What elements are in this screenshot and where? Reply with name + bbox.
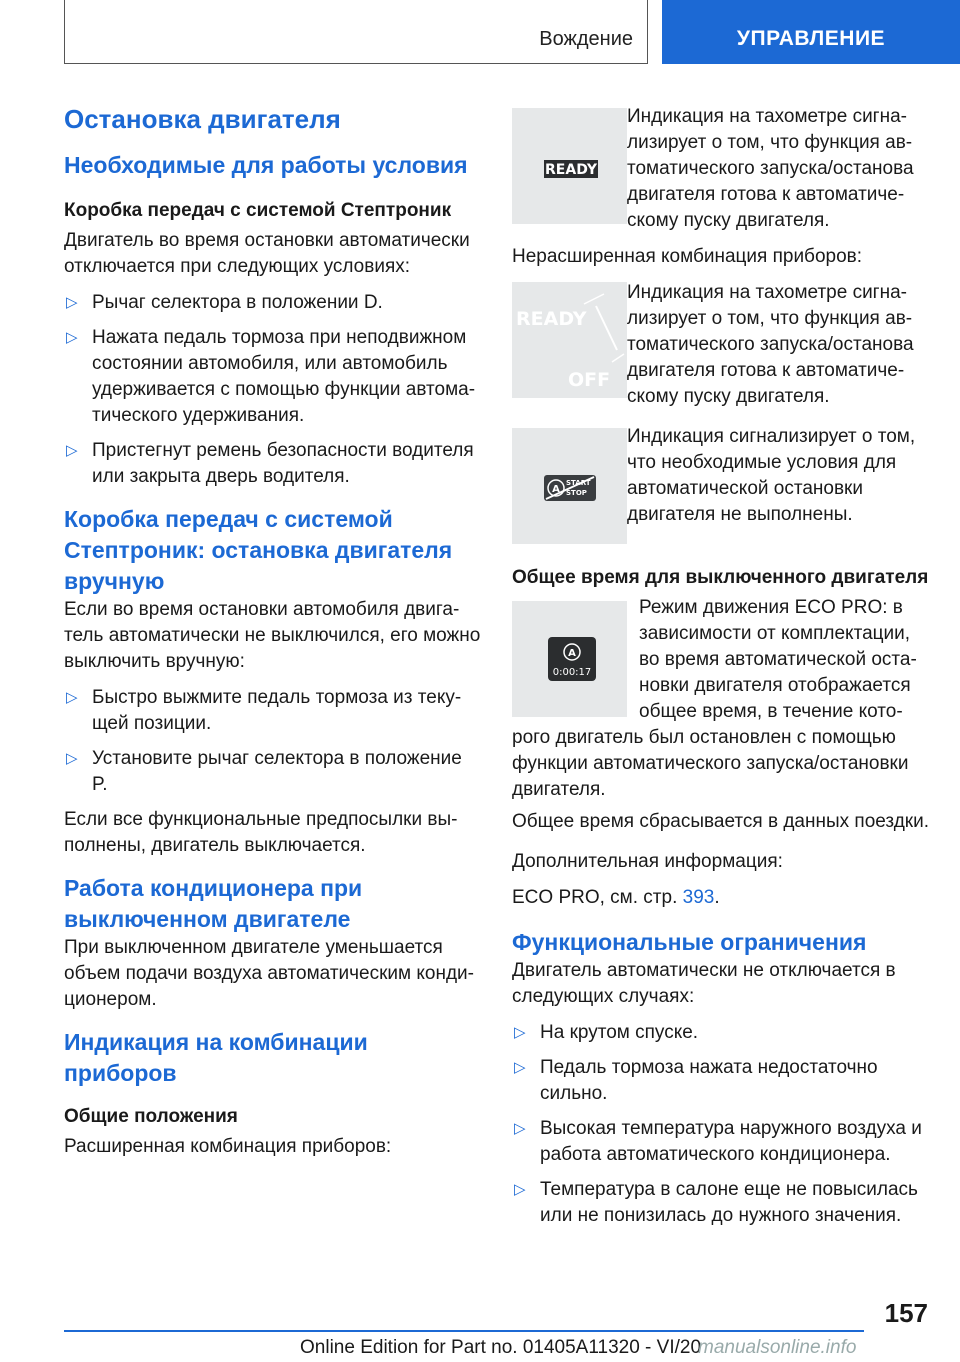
triangle-right-icon: ▷ xyxy=(66,442,78,459)
svg-text:A: A xyxy=(568,648,576,659)
list-item: ▷ Пристегнут ремень безопасности водителя или закрыта дверь водителя. xyxy=(66,440,474,487)
heading-manual-stop: Коробка передач с системой Стептроник: остановка двигателя вручную xyxy=(64,506,453,594)
ready-label-text: READY xyxy=(516,308,587,330)
heading-air-conditioning: Работа кондиционера при выключенном двигателе xyxy=(64,875,363,932)
right-column xyxy=(512,104,932,1238)
start-label-text: START xyxy=(566,479,591,487)
header-section-title: Вождение xyxy=(539,28,633,50)
off-label-text: OFF xyxy=(568,369,611,391)
subheading-steptronic: Коробка передач с системой Стептроник xyxy=(64,200,452,221)
ready-indicator-image xyxy=(512,108,627,224)
indicator-ready-extended xyxy=(512,104,932,234)
list-item: ▷ Нажата педаль тормоза при неподвижном состоянии автомобиля, или автомобиль удерживается с помощью функции автома-тического удерживания. xyxy=(66,327,476,426)
triangle-right-icon: ▷ xyxy=(66,750,78,767)
paragraph-eco-pro-ref: ECO PRO, см. стр. 393. xyxy=(512,887,720,908)
heading-functional-limits: Функциональные ограничения xyxy=(512,929,867,955)
list-item: ▷ Педаль тормоза нажата недостаточно сильно. xyxy=(514,1057,878,1104)
indicator-ready-off xyxy=(512,280,932,410)
triangle-right-icon: ▷ xyxy=(514,1059,526,1076)
page-title: Остановка двигателя xyxy=(64,104,341,134)
paragraph-air-conditioning: При выключенном двигателе уменьшается объем подачи воздуха автоматическим конди-ционером. xyxy=(64,937,474,1010)
paragraph-more-info: Дополнительная информация: xyxy=(512,851,783,872)
ready-badge-text: READY xyxy=(545,162,597,178)
paragraph-manual-stop: Если во время остановки автомобиля двига-тель автоматически не выключился, его можно выключить вручную: xyxy=(64,599,481,672)
heading-conditions: Необходимые для работы условия xyxy=(64,152,468,178)
list-item: ▷ Температура в салоне еще не повысилась или не понизилась до нужного значения. xyxy=(514,1179,918,1226)
header-chapter-tab[interactable] xyxy=(662,0,960,64)
paragraph-auto-stop: Двигатель во время остановки автоматически отключается при следующих условиях: xyxy=(64,230,470,277)
triangle-right-icon: ▷ xyxy=(514,1120,526,1137)
triangle-right-icon: ▷ xyxy=(514,1181,526,1198)
ready-off-indicator-image xyxy=(512,282,627,398)
page-link-393[interactable]: 393 xyxy=(682,887,715,908)
paragraph-extended-cluster: Расширенная комбинация приборов: xyxy=(64,1136,392,1157)
footer-edition: Online Edition for Part no. 01405A11320 - VI/20 xyxy=(300,1337,702,1358)
indicator-total-time xyxy=(512,595,932,803)
paragraph-non-extended-cluster: Нерасширенная комбинация приборов: xyxy=(512,246,863,267)
list-item: ▷ На крутом спуске. xyxy=(512,1020,932,1046)
header-chapter-label: УПРАВЛЕНИЕ xyxy=(736,27,886,50)
svg-text:A: A xyxy=(552,484,560,495)
footer-divider xyxy=(64,1330,864,1332)
ready-badge-icon xyxy=(512,108,627,224)
start-stop-unavailable-icon xyxy=(512,428,627,544)
header-section-box xyxy=(64,0,648,64)
total-time-indicator-image xyxy=(512,601,627,717)
list-item: ▷ Быстро выжмите педаль тормоза из теку-щей позиции. xyxy=(66,687,462,734)
triangle-right-icon: ▷ xyxy=(66,329,78,346)
indicator-ready-extended-text: Индикация на тахометре сигна-лизирует о том, что функция ав-томатического запуска/останова двигателя готова к автоматиче-скому пуску двигателя. xyxy=(627,106,914,231)
indicator-total-time-text: Режим движения ECO PRO: в зависимости от комплектации, во время автоматической оста-новки двигателя отображается общее время, в течение кото-рого двигатель был остановлен с помощью функции автоматического запуска/остановки двигателя. xyxy=(512,597,917,800)
limits-list xyxy=(512,1020,932,1229)
list-item: ▷ Установите рычаг селектора в положение P. xyxy=(66,748,462,795)
manual-steps-list xyxy=(64,685,482,798)
start-stop-indicator-image xyxy=(512,428,627,544)
triangle-right-icon: ▷ xyxy=(514,1024,526,1041)
left-column xyxy=(64,100,482,1170)
tachometer-ready-off-icon xyxy=(512,282,627,398)
paragraph-limits: Двигатель автоматически не отключается в следующих случаях: xyxy=(512,960,896,1007)
subheading-general: Общие положения xyxy=(64,1106,238,1127)
indicator-start-stop-text: Индикация сигнализирует о том, что необходимые условия для автоматической остановки двигателя не выполнены. xyxy=(627,426,916,525)
timer-value-text: 0:00:17 xyxy=(552,667,592,678)
conditions-list xyxy=(64,290,482,490)
triangle-right-icon: ▷ xyxy=(66,689,78,706)
list-item: ▷ Рычаг селектора в положении D. xyxy=(64,290,482,316)
list-item: ▷ Высокая температура наружного воздуха и работа автоматического кондиционера. xyxy=(514,1118,922,1165)
triangle-right-icon: ▷ xyxy=(66,294,78,311)
heading-instrument-display: Индикация на комбинации приборов xyxy=(64,1029,368,1086)
stop-label-text: STOP xyxy=(566,489,587,497)
indicator-start-stop xyxy=(512,424,932,542)
paragraph-reset-time: Общее время сбрасывается в данных поездки. xyxy=(512,811,929,832)
auto-stop-timer-icon xyxy=(512,601,627,717)
indicator-ready-off-text: Индикация на тахометре сигна-лизирует о том, что функция ав-томатического запуска/останова двигателя готова к автоматиче-скому пуску двигателя. xyxy=(627,282,914,407)
page-number: 157 xyxy=(884,1298,928,1328)
footer-watermark: manualsonline.info xyxy=(698,1337,857,1358)
subheading-total-time: Общее время для выключенного двигателя xyxy=(512,567,929,588)
paragraph-manual-result: Если все функциональные предпосылки вы-полнены, двигатель выключается. xyxy=(64,809,458,856)
